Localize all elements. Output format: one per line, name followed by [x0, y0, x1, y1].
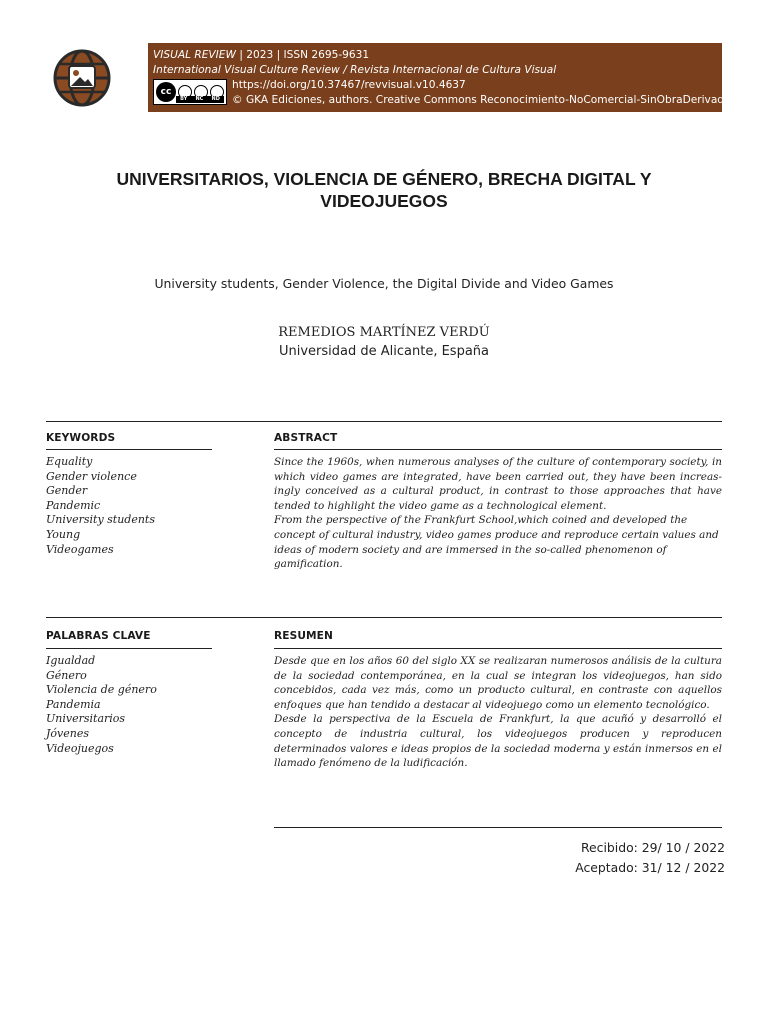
keyword-item: Gender violence	[46, 469, 137, 483]
abstract-heading: ABSTRACT	[274, 432, 338, 444]
keyword-item: Videojuegos	[46, 741, 114, 755]
resumen-underline	[274, 648, 722, 649]
journal-logo	[52, 48, 112, 108]
keywords-list	[46, 455, 226, 557]
cc-strip: BY NC ND	[176, 96, 224, 103]
keyword-item: Violencia de género	[46, 683, 157, 697]
journal-issue-line	[153, 48, 722, 63]
abstract-paragraph: From the perspective of the Frankfurt School,which coined and developed the concept of cultural industry, video games produce and reproduce certain values and ideas of modern society and are immersed in the so-called phenomenon of gamification.	[274, 514, 719, 571]
keyword-item: Equality	[46, 455, 93, 468]
keywords-heading: KEYWORDS	[46, 432, 116, 444]
author-affiliation: Universidad de Alicante, España	[278, 344, 489, 359]
keyword-item: Young	[46, 527, 81, 541]
keyword-item: University students	[46, 513, 156, 527]
keywords-underline	[46, 449, 212, 450]
author-name: REMEDIOS MARTÍNEZ VERDÚ	[278, 325, 490, 340]
palabras-clave-underline	[46, 648, 212, 649]
article-title: UNIVERSITARIOS, VIOLENCIA DE GÉNERO, BRECHA DIGITAL Y VIDEOJUEGOS	[116, 169, 652, 211]
keyword-item: Igualdad	[46, 654, 96, 667]
palabras-clave-heading: PALABRAS CLAVE	[46, 630, 151, 642]
year-issn: | 2023 | ISSN 2695-9631	[235, 49, 370, 61]
abstract-underline	[274, 449, 722, 450]
accepted-date: Aceptado: 31/ 12 / 2022	[575, 860, 725, 875]
journal-name: VISUAL REVIEW	[153, 49, 236, 61]
keyword-item: Jóvenes	[46, 726, 89, 740]
received-date: Recibido: 29/ 10 / 2022	[580, 840, 725, 855]
keyword-item: Pandemia	[46, 697, 101, 711]
keyword-item: Gender	[46, 484, 88, 498]
abstract-paragraph: Since the 1960s, when numerous analyses of the culture of contemporary society, in which video games are integrated, have been carried out, they have been increas-ingly conceived as a cultural product, in contrast to those approaches that have tended to highlight the video game as a technological element.	[274, 456, 722, 512]
section-divider	[46, 421, 722, 422]
creative-commons-badge[interactable]	[153, 79, 227, 105]
keyword-item: Género	[46, 668, 87, 682]
journal-full-name: International Visual Culture Review / Revista Internacional de Cultura Visual	[153, 64, 557, 76]
doi-link[interactable]: https://doi.org/10.37467/revvisual.v10.4637	[232, 79, 466, 91]
resumen-paragraph: Desde la perspectiva de la Escuela de Frankfurt, la que acuñó y desarrolló el concepto de industria cultural, los videojuegos producen y reproducen determinados valores e ideas propios de la sociedad moderna y están inmersos en el llamado fenómeno de la ludificación.	[274, 713, 722, 770]
section-divider	[46, 617, 722, 618]
article-subtitle: University students, Gender Violence, the Digital Divide and Video Games	[154, 276, 614, 291]
resumen-paragraph: Desde que en los años 60 del siglo XX se realizaran numerosos análisis de la cultura de la sociedad contemporánea, en la cual se integran los videojuegos, han sido concebidos, cada vez más, como un producto cultural, en contraste con aquellos enfoques que han tendido a destacar al videojuego como un elemento tecnológico.	[274, 655, 722, 711]
license-text: © GKA Ediciones, authors. Creative Commons Reconocimiento-NoComercial-SinObraDerivada	[232, 94, 731, 106]
resumen-heading: RESUMEN	[274, 630, 333, 642]
keyword-item: Pandemic	[46, 498, 101, 512]
resumen-text	[274, 654, 722, 771]
globe-logo-icon	[52, 48, 112, 108]
abstract-text	[274, 455, 722, 572]
palabras-clave-list	[46, 654, 226, 756]
dates-divider	[274, 827, 722, 828]
cc-icon: cc	[156, 82, 176, 102]
keyword-item: Universitarios	[46, 712, 126, 726]
keyword-item: Videogames	[46, 542, 114, 556]
journal-header-banner	[148, 43, 731, 112]
